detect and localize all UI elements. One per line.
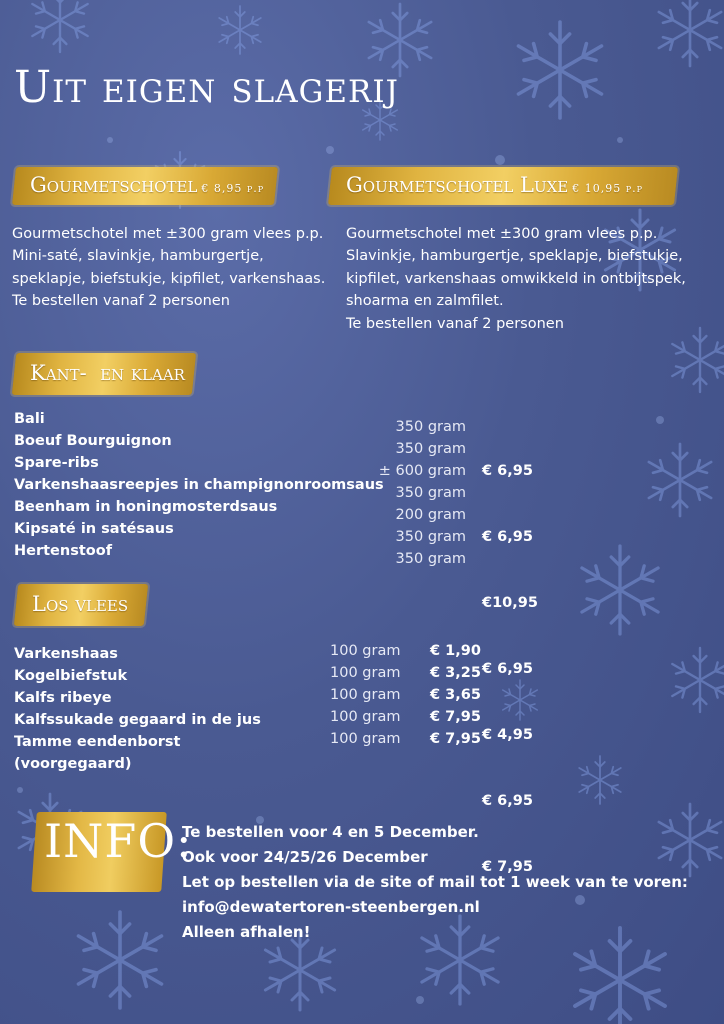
list-item: (voorgegaard) bbox=[14, 756, 132, 772]
list-item: Kalfssukade gegaard in de jus bbox=[14, 712, 261, 728]
quantity: 100 gram bbox=[330, 687, 401, 703]
list-item: Varkenshaas bbox=[14, 646, 118, 662]
price: € 4,95 bbox=[482, 727, 533, 743]
description-line: shoarma en zalmfilet. bbox=[346, 293, 504, 310]
price: € 7,95 bbox=[482, 859, 533, 875]
list-item: Varkenshaasreepjes in champignonroomsaus bbox=[14, 477, 384, 493]
gourmetschotel-luxe-description bbox=[346, 223, 686, 335]
quantity: 100 gram bbox=[330, 709, 401, 725]
list-item: Kipsaté in satésaus bbox=[14, 521, 174, 537]
list-item: Hertenstoof bbox=[14, 543, 113, 559]
info-email: info@dewatertoren-steenbergen.nl bbox=[182, 898, 480, 916]
gourmetschotel-description bbox=[12, 223, 325, 313]
info-line: Let op bestellen via de site of mail tot 1 week van te voren: bbox=[182, 873, 688, 891]
los-vlees-heading: Los vlees bbox=[32, 592, 129, 616]
list-item: Tamme eendenborst bbox=[14, 734, 181, 750]
los-vlees-quantities bbox=[330, 640, 414, 750]
quantity: 100 gram bbox=[330, 665, 401, 681]
list-item: Kogelbiefstuk bbox=[14, 668, 128, 684]
kant-en-klaar-quantities bbox=[360, 416, 466, 570]
description-line: Mini-saté, slavinkje, hamburgertje, bbox=[12, 248, 264, 265]
gourmetschotel-luxe-price: € 10,95 p.p bbox=[572, 182, 644, 195]
quantity: 350 gram bbox=[395, 551, 466, 567]
price: € 1,90 bbox=[430, 643, 481, 659]
price: € 7,95 bbox=[430, 731, 481, 747]
quantity: 350 gram bbox=[395, 485, 466, 501]
price: € 6,95 bbox=[482, 463, 533, 479]
los-vlees-prices bbox=[430, 640, 481, 750]
description-line: kipfilet, varkenshaas omwikkeld in ontbijtspek, bbox=[346, 270, 686, 287]
price: € 6,95 bbox=[482, 661, 533, 677]
quantity: 350 gram bbox=[395, 441, 466, 457]
quantity: ± 600 gram bbox=[378, 463, 466, 479]
gourmetschotel-price: € 8,95 p.p bbox=[201, 182, 265, 195]
los-vlees-names bbox=[14, 643, 261, 775]
page-title: Uit eigen slagerij bbox=[14, 62, 399, 113]
price: € 7,95 bbox=[430, 709, 481, 725]
quantity: 100 gram bbox=[330, 731, 401, 747]
description-line: Te bestellen vanaf 2 personen bbox=[346, 315, 564, 332]
quantity: 100 gram bbox=[330, 643, 401, 659]
quantity: 350 gram bbox=[395, 529, 466, 545]
description-line: Gourmetschotel met ±300 gram vlees p.p. bbox=[12, 226, 324, 242]
price: €10,95 bbox=[482, 595, 538, 611]
description-line: Slavinkje, hamburgertje, speklapje, biefstukje, bbox=[346, 248, 683, 265]
list-item: Spare-ribs bbox=[14, 455, 99, 471]
list-item: Bali bbox=[14, 411, 45, 427]
description-line: Gourmetschotel met ±300 gram vlees p.p. bbox=[346, 226, 658, 242]
quantity: 350 gram bbox=[395, 419, 466, 435]
price: € 6,95 bbox=[482, 529, 533, 545]
quantity: 200 gram bbox=[395, 507, 466, 523]
list-item: Boeuf Bourguignon bbox=[14, 433, 172, 449]
info-line: Te bestellen voor 4 en 5 December. bbox=[182, 823, 479, 841]
price: € 3,25 bbox=[430, 665, 481, 681]
price: € 6,95 bbox=[482, 793, 533, 809]
gourmetschotel-luxe-title: Gourmetschotel Luxe bbox=[346, 173, 569, 197]
info-line: Ook voor 24/25/26 December bbox=[182, 848, 428, 866]
description-line: speklapje, biefstukje, kipfilet, varkenshaas. bbox=[12, 270, 326, 287]
info-text bbox=[182, 820, 688, 945]
info-label: INFO: bbox=[44, 814, 193, 868]
kant-en-klaar-heading: Kant- en klaar bbox=[30, 361, 185, 385]
list-item: Kalfs ribeye bbox=[14, 690, 112, 706]
kant-en-klaar-names bbox=[14, 408, 384, 562]
list-item: Beenham in honingmosterdsaus bbox=[14, 499, 278, 515]
gourmetschotel-luxe-heading bbox=[346, 173, 643, 197]
description-line: Te bestellen vanaf 2 personen bbox=[12, 293, 230, 310]
gourmetschotel-title: Gourmetschotel bbox=[30, 173, 198, 197]
info-line: Alleen afhalen! bbox=[182, 923, 311, 941]
price: € 3,65 bbox=[430, 687, 481, 703]
gourmetschotel-heading bbox=[30, 173, 264, 197]
